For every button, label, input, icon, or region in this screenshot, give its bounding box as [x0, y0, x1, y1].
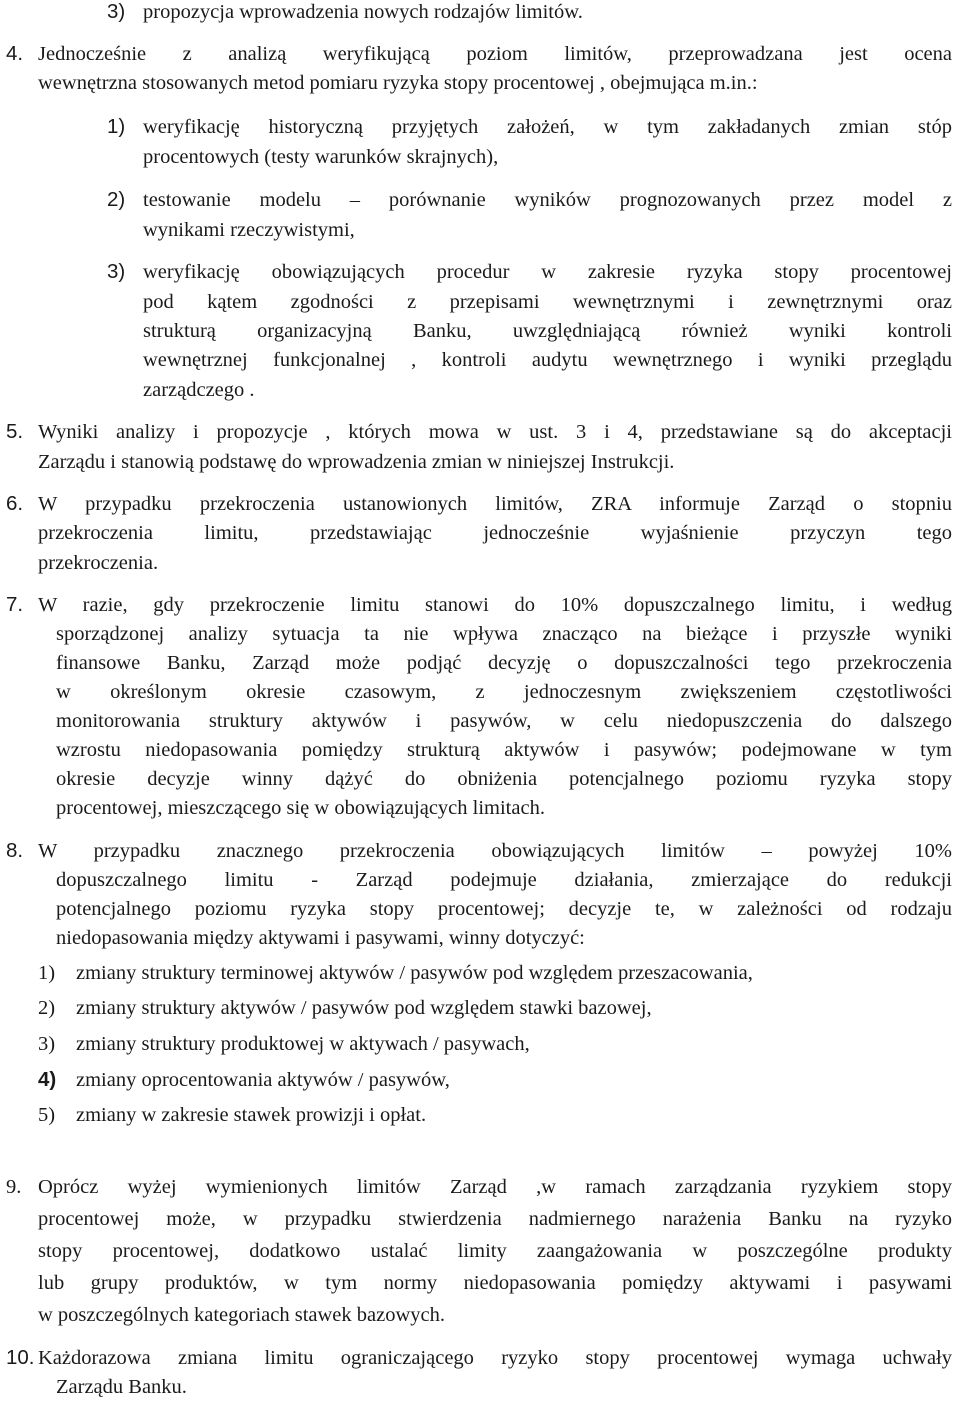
list-number: 2): [107, 188, 126, 211]
list-number: 6.: [6, 492, 24, 515]
paragraph-line: propozycja wprowadzenia nowych rodzajów limitów.: [143, 1, 583, 23]
paragraph-line: okresie decyzje winny dążyć do obniżenia potencjalnego poziomu ryzyka stopy: [56, 768, 952, 790]
list-number: 1): [38, 962, 56, 984]
list-number: 4.: [6, 42, 24, 65]
paragraph-line: weryfikację obowiązujących procedur w zakresie ryzyka stopy procentowej: [143, 261, 952, 283]
list-item: zmiany struktury produktowej w aktywach / pasywach,: [76, 1033, 530, 1055]
paragraph-line: strukturą organizacyjną Banku, uwzględniającą również wyniki kontroli: [143, 320, 952, 342]
paragraph-line: potencjalnego poziomu ryzyka stopy procentowej; decyzje te, w zależności od rodzaju: [56, 898, 952, 920]
list-number: 5.: [6, 420, 24, 443]
paragraph-line: Zarządu Banku.: [56, 1376, 187, 1398]
paragraph-line: finansowe Banku, Zarząd może podjąć decyzję o dopuszczalności tego przekroczenia: [56, 652, 952, 674]
list-item: zmiany oprocentowania aktywów / pasywów,: [76, 1069, 450, 1091]
paragraph-line: przekroczenia limitu, przedstawiając jednocześnie wyjaśnienie przyczyn tego: [38, 522, 952, 544]
paragraph-line: procentowych (testy warunków skrajnych),: [143, 146, 499, 168]
paragraph-line: stopy procentowej, dodatkowo ustalać limity zaangażowania w poszczególne produkty: [38, 1240, 952, 1262]
paragraph-line: wzrostu niedopasowania pomiędzy strukturą aktywów i pasywów; podejmowane w tym: [56, 739, 952, 761]
paragraph-line: W przypadku przekroczenia ustanowionych limitów, ZRA informuje Zarząd o stopniu: [38, 493, 952, 515]
list-number: 9.: [6, 1176, 22, 1198]
paragraph-line: wewnętrzna stosowanych metod pomiaru ryzyka stopy procentowej , obejmująca m.in.:: [38, 72, 758, 94]
list-number: 2): [38, 997, 56, 1019]
paragraph-line: procentowej może, w przypadku stwierdzenia nadmiernego narażenia Banku na ryzyko: [38, 1208, 952, 1230]
paragraph-line: sporządzonej analizy sytuacja ta nie wpływa znacząco na bieżące i przyszłe wyniki: [56, 623, 952, 645]
paragraph-line: weryfikację historyczną przyjętych założeń, w tym zakładanych zmian stóp: [143, 116, 952, 138]
list-number: 4): [38, 1068, 57, 1091]
paragraph-line: monitorowania struktury aktywów i pasywów, w celu niedopuszczenia do dalszego: [56, 710, 952, 732]
list-item: zmiany struktury terminowej aktywów / pasywów pod względem przeszacowania,: [76, 962, 753, 984]
paragraph-line: lub grupy produktów, w tym normy niedopasowania pomiędzy aktywami i pasywami: [38, 1272, 952, 1294]
paragraph-line: W razie, gdy przekroczenie limitu stanowi do 10% dopuszczalnego limitu, i według: [38, 594, 952, 616]
paragraph-line: Wyniki analizy i propozycje , których mowa w ust. 3 i 4, przedstawiane są do akceptacji: [38, 421, 952, 443]
list-number: 3): [107, 260, 126, 283]
list-item: zmiany w zakresie stawek prowizji i opłat.: [76, 1104, 427, 1126]
paragraph-line: W przypadku znacznego przekroczenia obowiązujących limitów – powyżej 10%: [38, 840, 952, 862]
paragraph-line: pod kątem zgodności z przepisami wewnętrznymi i zewnętrznymi oraz: [143, 291, 952, 313]
list-number: 3): [38, 1033, 56, 1055]
paragraph-line: wewnętrznej funkcjonalnej , kontroli audytu wewnętrznego i wyniki przeglądu: [143, 349, 952, 371]
paragraph-line: zarządczego .: [143, 379, 255, 401]
list-number: 10.: [6, 1346, 35, 1369]
list-number: 8.: [6, 839, 24, 862]
paragraph-line: przekroczenia.: [38, 552, 159, 574]
paragraph-line: dopuszczalnego limitu - Zarząd podejmuje działania, zmierzające do redukcji: [56, 869, 952, 891]
list-number: 1): [107, 115, 126, 138]
list-number: 7.: [6, 593, 24, 616]
list-item: zmiany struktury aktywów / pasywów pod względem stawki bazowej,: [76, 997, 652, 1019]
paragraph-line: procentowej, mieszczącego się w obowiązujących limitach.: [56, 797, 545, 819]
paragraph-line: niedopasowania między aktywami i pasywami, winny dotyczyć:: [56, 927, 585, 949]
paragraph-line: Każdorazowa zmiana limitu ograniczającego ryzyko stopy procentowej wymaga uchwały: [38, 1347, 952, 1369]
paragraph-line: Zarządu i stanowią podstawę do wprowadzenia zmian w niniejszej Instrukcji.: [38, 451, 675, 473]
paragraph-line: testowanie modelu – porównanie wyników prognozowanych przez model z: [143, 189, 952, 211]
paragraph-line: w poszczególnych kategoriach stawek bazowych.: [38, 1304, 445, 1326]
paragraph-line: Oprócz wyżej wymienionych limitów Zarząd ,w ramach zarządzania ryzykiem stopy: [38, 1176, 952, 1198]
list-number: 5): [38, 1104, 56, 1126]
list-number: 3): [107, 0, 126, 23]
paragraph-line: w określonym okresie czasowym, z jednoczesnym zwiększeniem częstotliwości: [56, 681, 952, 703]
paragraph-line: wynikami rzeczywistymi,: [143, 219, 355, 241]
paragraph-line: Jednocześnie z analizą weryfikującą poziom limitów, przeprowadzana jest ocena: [38, 43, 952, 65]
